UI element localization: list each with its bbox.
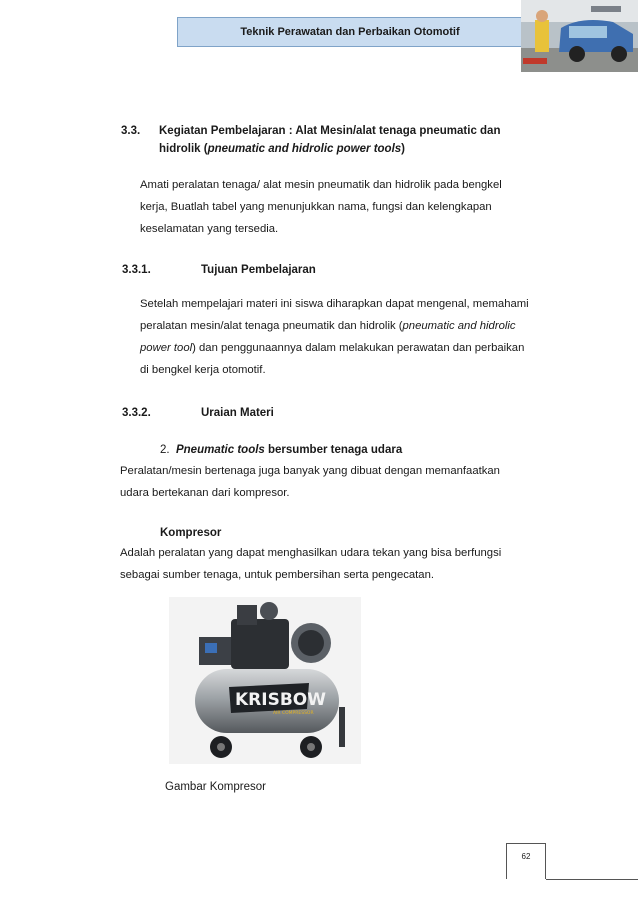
kompresor-line: sebagai sumber tenaga, untuk pembersihan serta pengecatan. [120,569,435,581]
section-number: 3.3. [121,125,141,137]
intro-line: keselamatan yang tersedia. [140,223,279,235]
footer-divider [546,879,638,880]
tujuan-line: Setelah mempelajari materi ini siswa diharapkan dapat mengenal, memahami [140,298,529,310]
tujuan-italic: power tool [140,342,193,354]
kompresor-paragraph [120,542,501,586]
intro-line: kerja, Buatlah tabel yang menunjukkan nama, fungsi dan kelengkapan [140,201,492,213]
section-title-suffix: ) [401,143,406,155]
item-heading [160,444,402,456]
image-caption: Gambar Kompresor [165,781,266,793]
pneumatic-line: udara bertekanan dari kompresor. [120,487,290,499]
header-banner [177,17,523,47]
page-number-box [506,843,546,879]
item-italic: Pneumatic tools [175,444,265,456]
header-title: Teknik Perawatan dan Perbaikan Otomotif [240,26,460,38]
compressor-sub-text: AIR COMPRESSOR [273,711,314,716]
subsection-title: Tujuan Pembelajaran [201,264,316,276]
tujuan-line [140,315,529,337]
tujuan-text: ) dan penggunaannya dalam melakukan perawatan dan perbaikan [192,342,525,354]
section-title-italic: pneumatic and hidrolic power tools [207,143,402,155]
tujuan-paragraph [140,293,529,381]
tujuan-line: di bengkel kerja otomotif. [140,364,266,376]
section-title-line1: Kegiatan Pembelajaran : Alat Mesin/alat tenaga pneumatic dan [159,125,501,137]
subsection-heading-tujuan [122,264,316,276]
subsection-title: Uraian Materi [201,407,274,419]
item-number: 2. [160,444,170,456]
subsection-number: 3.3.2. [122,407,151,419]
header-workshop-photo [521,0,638,72]
pneumatic-line: Peralatan/mesin bertenaga juga banyak yang dibuat dengan memanfaatkan [120,465,500,477]
pneumatic-paragraph [120,460,500,504]
subsection-heading-uraian [122,407,274,419]
section-title-line2 [159,140,539,158]
section-title-prefix: hidrolik ( [159,143,208,155]
compressor-image [169,597,361,764]
compressor-brand-text: KRISBOW [235,690,326,710]
tujuan-italic: pneumatic and hidrolic [402,320,516,332]
intro-paragraph [140,174,502,240]
subsection-number: 3.3.1. [122,264,151,276]
intro-line: Amati peralatan tenaga/ alat mesin pneumatik dan hidrolik pada bengkel [140,179,502,191]
tujuan-line [140,337,529,359]
section-title [159,122,539,158]
kompresor-line: Adalah peralatan yang dapat menghasilkan udara tekan yang bisa berfungsi [120,547,502,559]
page-number: 62 [521,852,531,861]
tujuan-text: peralatan mesin/alat tenaga pneumatik dan hidrolik ( [140,320,403,332]
item-rest: bersumber tenaga udara [264,444,403,456]
kompresor-heading: Kompresor [160,527,222,539]
